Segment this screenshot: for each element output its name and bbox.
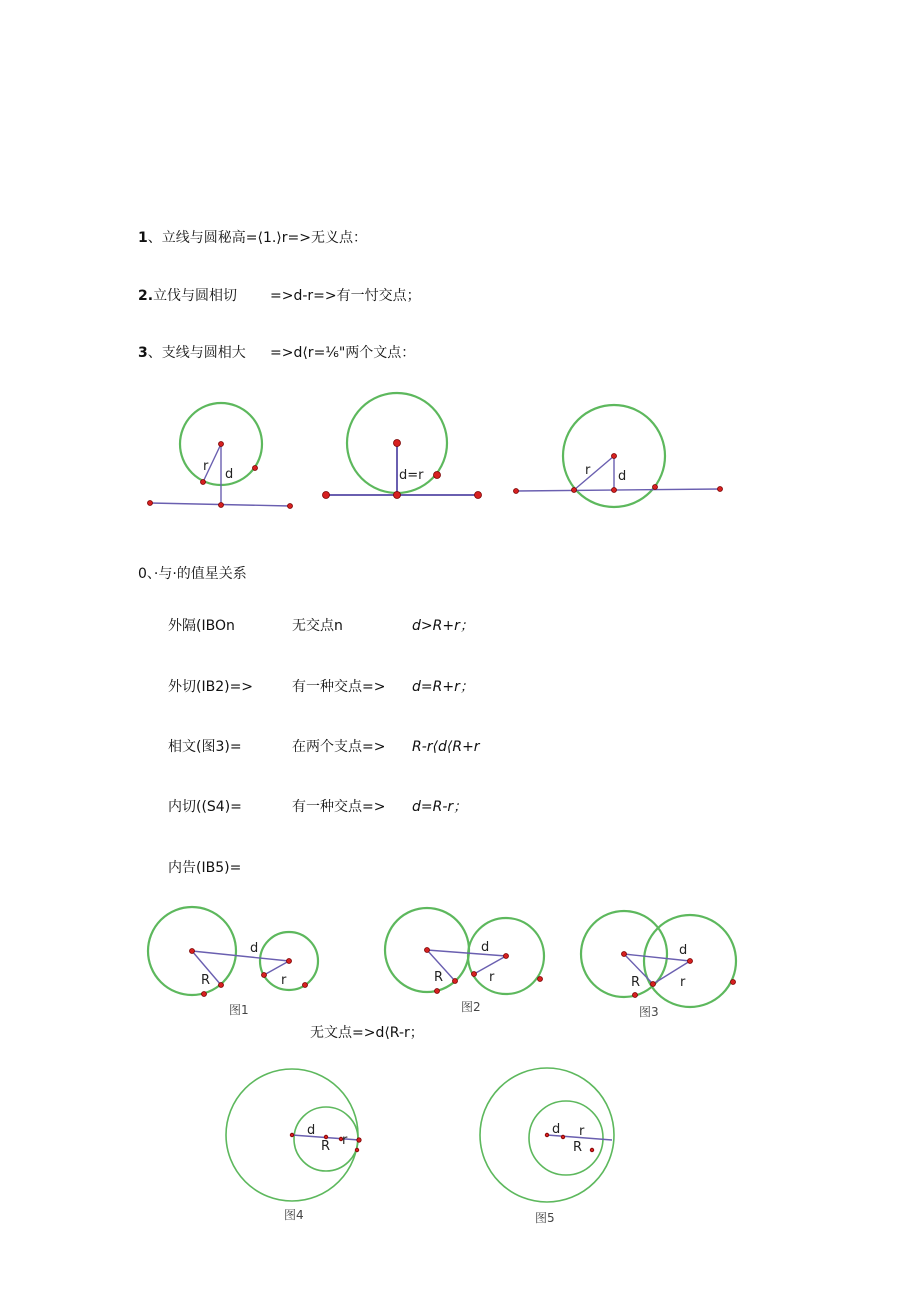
figure-line-intersect <box>514 405 723 507</box>
point <box>355 1148 359 1152</box>
label-R: R <box>631 975 641 990</box>
point <box>590 1148 594 1152</box>
row-4-desc: 有一种交点=> <box>292 799 386 815</box>
row-1-desc: 无交点n <box>292 618 343 634</box>
center-point <box>545 1133 549 1137</box>
label-r: r <box>203 459 209 474</box>
item-3-number: 3 <box>138 345 148 361</box>
label-d: d <box>679 943 688 958</box>
inner-note: 无文点=>d⟨R-r； <box>310 1025 424 1041</box>
center-point <box>612 454 617 459</box>
caption-fig3: 图3 <box>639 1005 659 1019</box>
caption-fig5: 图5 <box>535 1211 555 1225</box>
label-R: R <box>201 973 211 988</box>
label-d: d <box>250 941 259 956</box>
label-R: R <box>573 1140 583 1155</box>
center-point <box>394 440 401 447</box>
figure-1-separate <box>148 907 318 1017</box>
center-point <box>219 442 224 447</box>
caption-fig1: 图1 <box>229 1003 249 1017</box>
figure-2-external-tangent <box>385 908 544 1014</box>
row-1-name: 外隔(IBOn <box>168 618 235 634</box>
label-r: r <box>489 970 495 985</box>
label-d: d <box>481 940 490 955</box>
row-2-name: 外切(IB2)=> <box>168 679 254 695</box>
label-d: d <box>552 1122 561 1137</box>
row-3-name: 相文(图3)= <box>168 739 242 755</box>
label-d: d <box>307 1123 316 1138</box>
center-point <box>622 952 627 957</box>
intersection-point <box>651 982 656 987</box>
label-d: d <box>225 467 234 482</box>
radius-segment <box>574 456 614 490</box>
item-1-text: 、立线与圆秘高=⟨1.⟩r=>无义点： <box>147 230 367 246</box>
intersection-point <box>653 485 658 490</box>
label-r: r <box>585 463 591 478</box>
center-point <box>504 954 509 959</box>
row-2-desc: 有一种交点=> <box>292 679 386 695</box>
point <box>435 989 440 994</box>
point <box>262 973 267 978</box>
point <box>202 992 207 997</box>
row-2-cond: d=R+r； <box>412 679 474 695</box>
point <box>288 504 293 509</box>
figure-line-tangent <box>323 393 482 499</box>
point <box>434 472 441 479</box>
point <box>514 489 519 494</box>
center-point <box>561 1135 565 1139</box>
point <box>201 480 206 485</box>
figure-4-internal-tangent <box>226 1069 361 1222</box>
point <box>612 488 617 493</box>
label-r: r <box>281 973 287 988</box>
caption-fig2: 图2 <box>461 1000 481 1014</box>
distance-segment <box>427 950 506 956</box>
row-5-name: 内告(IB5)= <box>168 860 242 876</box>
line <box>516 489 720 491</box>
center-point <box>688 959 693 964</box>
point <box>731 980 736 985</box>
center-point <box>290 1133 294 1137</box>
row-1-cond: d>R+r； <box>412 618 474 634</box>
point <box>219 503 224 508</box>
figure-5-internal-contain <box>480 1068 614 1225</box>
center-point <box>425 948 430 953</box>
tangent-point <box>394 492 401 499</box>
distance-segment <box>192 951 289 961</box>
point <box>219 983 224 988</box>
item-3-relation: =>d⟨r=⅙"两个文点： <box>270 345 416 361</box>
row-3-desc: 在两个支点=> <box>292 739 386 755</box>
section-heading: 0、·与·的值星关系 <box>138 566 247 582</box>
intersection-point <box>572 488 577 493</box>
item-1-number: 1 <box>138 230 148 246</box>
figure-line-separate <box>148 403 293 509</box>
figure-3-intersect <box>581 911 736 1019</box>
item-2-text: 立伐与圆相切 <box>153 288 238 304</box>
point <box>253 466 258 471</box>
point <box>475 492 482 499</box>
point <box>633 993 638 998</box>
item-2-number: 2. <box>138 288 154 304</box>
row-3-cond: R-r⟨d⟨R+r <box>412 739 480 755</box>
center-point <box>190 949 195 954</box>
label-d: d <box>618 469 627 484</box>
point <box>538 977 543 982</box>
point <box>453 979 458 984</box>
tangent-point <box>357 1138 361 1142</box>
point <box>303 983 308 988</box>
point <box>323 492 330 499</box>
caption-fig4: 图4 <box>284 1208 304 1222</box>
item-2-relation: =>d-r=>有一忖交点； <box>270 288 421 304</box>
label-r: r <box>342 1133 348 1148</box>
point <box>718 487 723 492</box>
point <box>148 501 153 506</box>
point <box>472 972 477 977</box>
label-R: R <box>321 1139 331 1154</box>
label-r: r <box>579 1124 585 1139</box>
label-r: r <box>680 975 686 990</box>
label-R: R <box>434 970 444 985</box>
label-d-eq-r: d=r <box>399 468 424 483</box>
center-point <box>287 959 292 964</box>
row-4-cond: d=R-r； <box>412 799 468 815</box>
item-3-text: 、支线与圆相大 <box>147 345 246 361</box>
row-4-name: 内切((S4)= <box>168 799 242 815</box>
